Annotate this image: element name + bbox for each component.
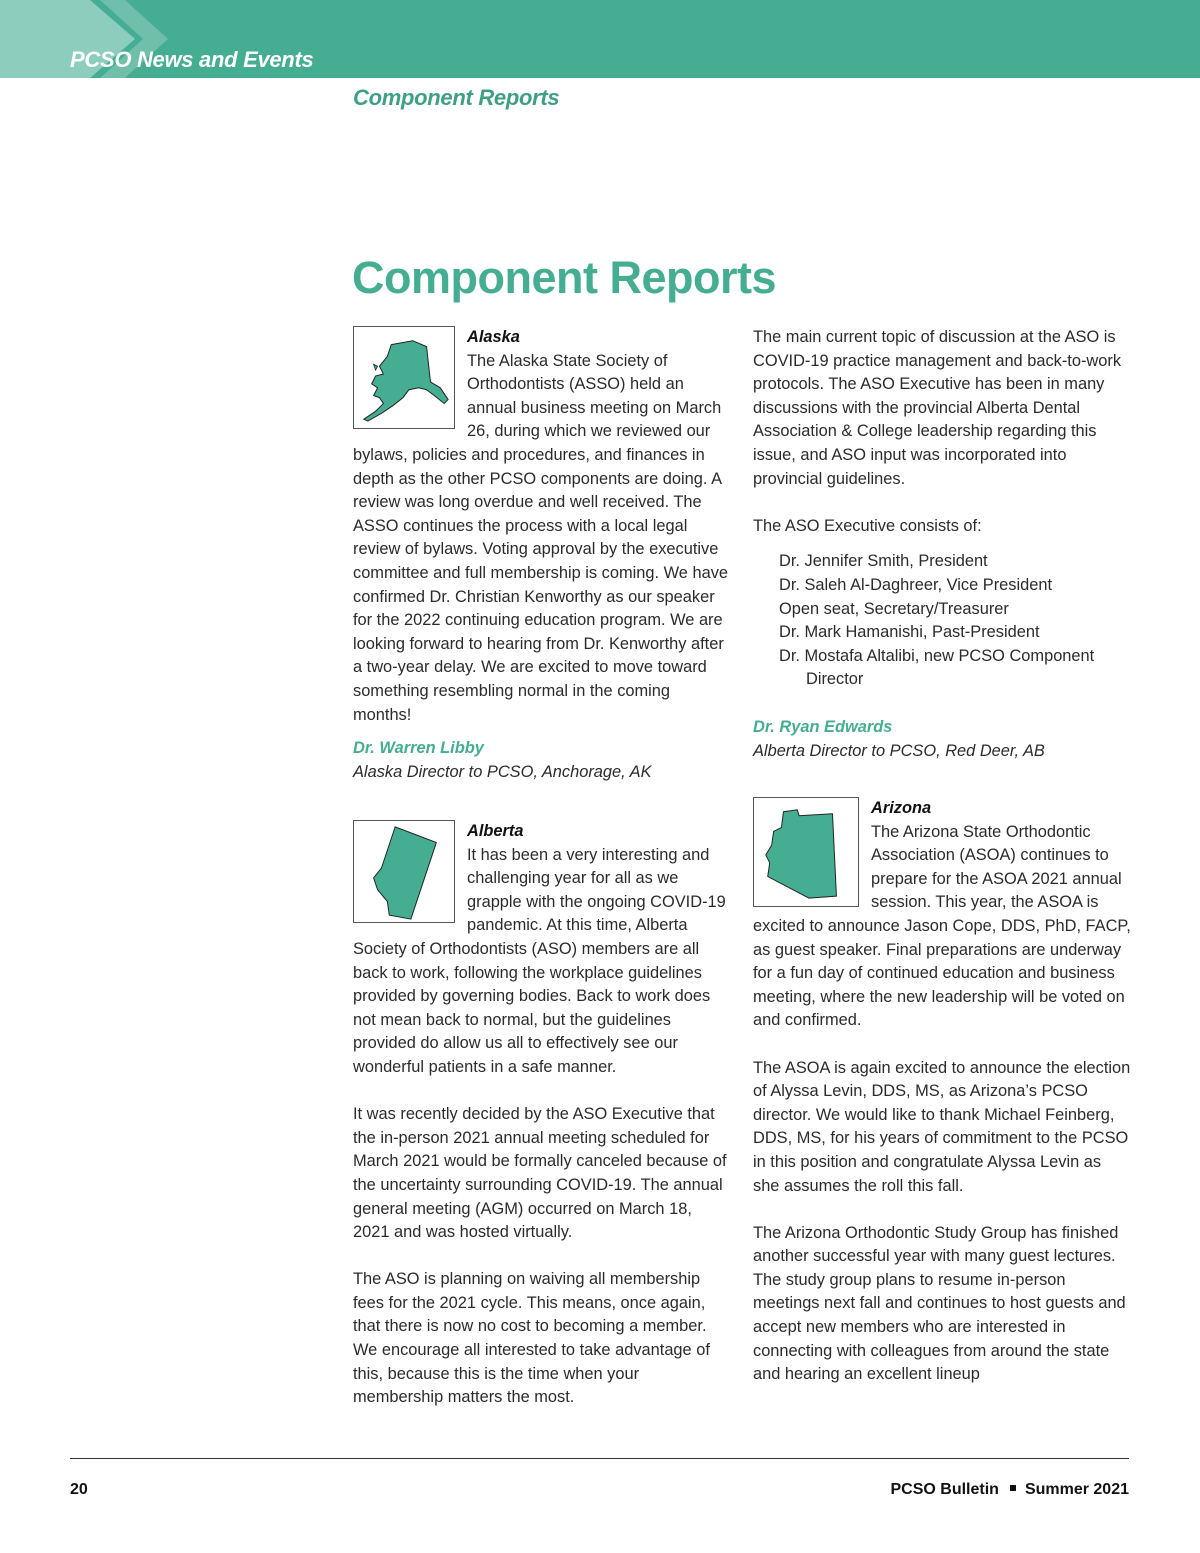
alberta-paragraph-2: It was recently decided by the ASO Executive that the in-person 2021 annual meeting scheduled for March 2021 would be formally canceled because of the uncertainty surrounding COVID-19. The annual general meeting (AGM) occurred on March 18, 2021 and was hosted virtually.	[353, 1105, 727, 1242]
arizona-paragraph-3: The Arizona Orthodontic Study Group has finished another successful year with many guest lectures. The study group plans to resume in-person meetings next fall and continues to host guests and accept new members who are interested in connecting with colleagues from around the state and hearing an excellent lineup	[753, 1223, 1126, 1384]
alberta-paragraph-4: The main current topic of discussion at the ASO is COVID-19 practice management and back-to-work protocols. The ASO Executive has been in many discussions with the provincial Alberta Dental Association & College leadership regarding this issue, and ASO input was incorporated into provincial guidelines.	[753, 328, 1122, 488]
alberta-author-name: Dr. Ryan Edwards	[753, 717, 893, 736]
alberta-report	[353, 820, 729, 1410]
alberta-executive-intro: The ASO Executive consists of:	[753, 516, 982, 535]
footer-divider	[70, 1458, 1129, 1459]
arizona-map-icon	[753, 797, 859, 907]
arizona-heading: Arizona	[871, 799, 932, 817]
alberta-report-continued	[753, 326, 1131, 763]
alaska-paragraph-1: The Alaska State Society of Orthodontists (ASSO) held an annual business meeting on March 26, during which we reviewed our bylaws, policies and procedures, and finances in depth as the other PCSO components are doing. A review was long overdue and well received. The ASSO continues the process with a local legal review of bylaws. Voting approval by the executive committee and full membership is coming. We have confirmed Dr. Christian Kenworthy as our speaker for the 2022 continuing education program. We are looking forward to hearing from Dr. Kenworthy after a two-year delay. We are excited to move toward something resembling normal in the coming months!	[353, 351, 729, 724]
alaska-report	[353, 326, 729, 784]
alberta-map-icon	[353, 820, 455, 923]
bullet-separator-icon	[1010, 1485, 1016, 1491]
list-item: Open seat, Secretary/Treasurer	[779, 599, 1009, 618]
alberta-author-role: Alberta Director to PCSO, Red Deer, AB	[753, 741, 1045, 760]
page-subtitle: Component Reports	[353, 85, 560, 110]
alaska-heading: Alaska	[467, 328, 520, 346]
alaska-author-name: Dr. Warren Libby	[353, 739, 484, 758]
alberta-paragraph-3: The ASO is planning on waiving all membership fees for the 2021 cycle. This means, once again, that there is now no cost to becoming a member. We encourage all interested to take advantage of this, because this is the time when your membership matters the most.	[353, 1270, 710, 1407]
alberta-executive-list	[779, 550, 1131, 692]
publication-name: PCSO Bulletin	[890, 1481, 999, 1498]
arizona-paragraph-2: The ASOA is again excited to announce the election of Alyssa Levin, DDS, MS, as Arizona’s PCSO director. We would like to thank Michael Feinberg, DDS, MS, for his years of commitment to the PCSO in this position and congratulate Alyssa Levin as she assumes the roll this fall.	[753, 1058, 1131, 1195]
arizona-report	[753, 797, 1131, 1387]
alberta-paragraph-1: It has been a very interesting and challenging year for all as we grapple with the ongoing COVID-19 pandemic. At this time, Alberta Society of Orthodontists (ASO) members are all back to work, following the workplace guidelines provided by governing bodies. Back to work does not mean back to normal, but the guidelines provided do allow us all to effectively see our wonderful patients in a safe manner.	[353, 845, 726, 1076]
header-banner	[0, 0, 1200, 78]
list-item: Dr. Jennifer Smith, President	[779, 552, 988, 571]
issue-date: Summer 2021	[1024, 1481, 1129, 1498]
alberta-heading: Alberta	[467, 822, 524, 840]
footer-publication-info	[890, 1479, 1129, 1501]
list-item: Dr. Mark Hamanishi, Past-President	[779, 623, 1040, 642]
page-number: 20	[70, 1481, 88, 1498]
list-item: Dr. Saleh Al-Daghreer, Vice President	[779, 575, 1053, 594]
alaska-author-role: Alaska Director to PCSO, Anchorage, AK	[353, 762, 652, 781]
list-item: Dr. Mostafa Altalibi, new PCSO Component Director	[779, 646, 1095, 689]
section-label: PCSO News and Events	[70, 47, 314, 72]
alaska-map-icon	[353, 326, 455, 429]
page-title: Component Reports	[352, 252, 776, 303]
arizona-paragraph-1: The Arizona State Orthodontic Association (ASOA) continues to prepare for the ASOA 2021 annual session. This year, the ASOA is excited to announce Jason Cope, DDS, PhD, FACP, as guest speaker. Final preparations are underway for a fun day of continued education and business meeting, where the new leadership will be voted on and confirmed.	[753, 822, 1131, 1030]
